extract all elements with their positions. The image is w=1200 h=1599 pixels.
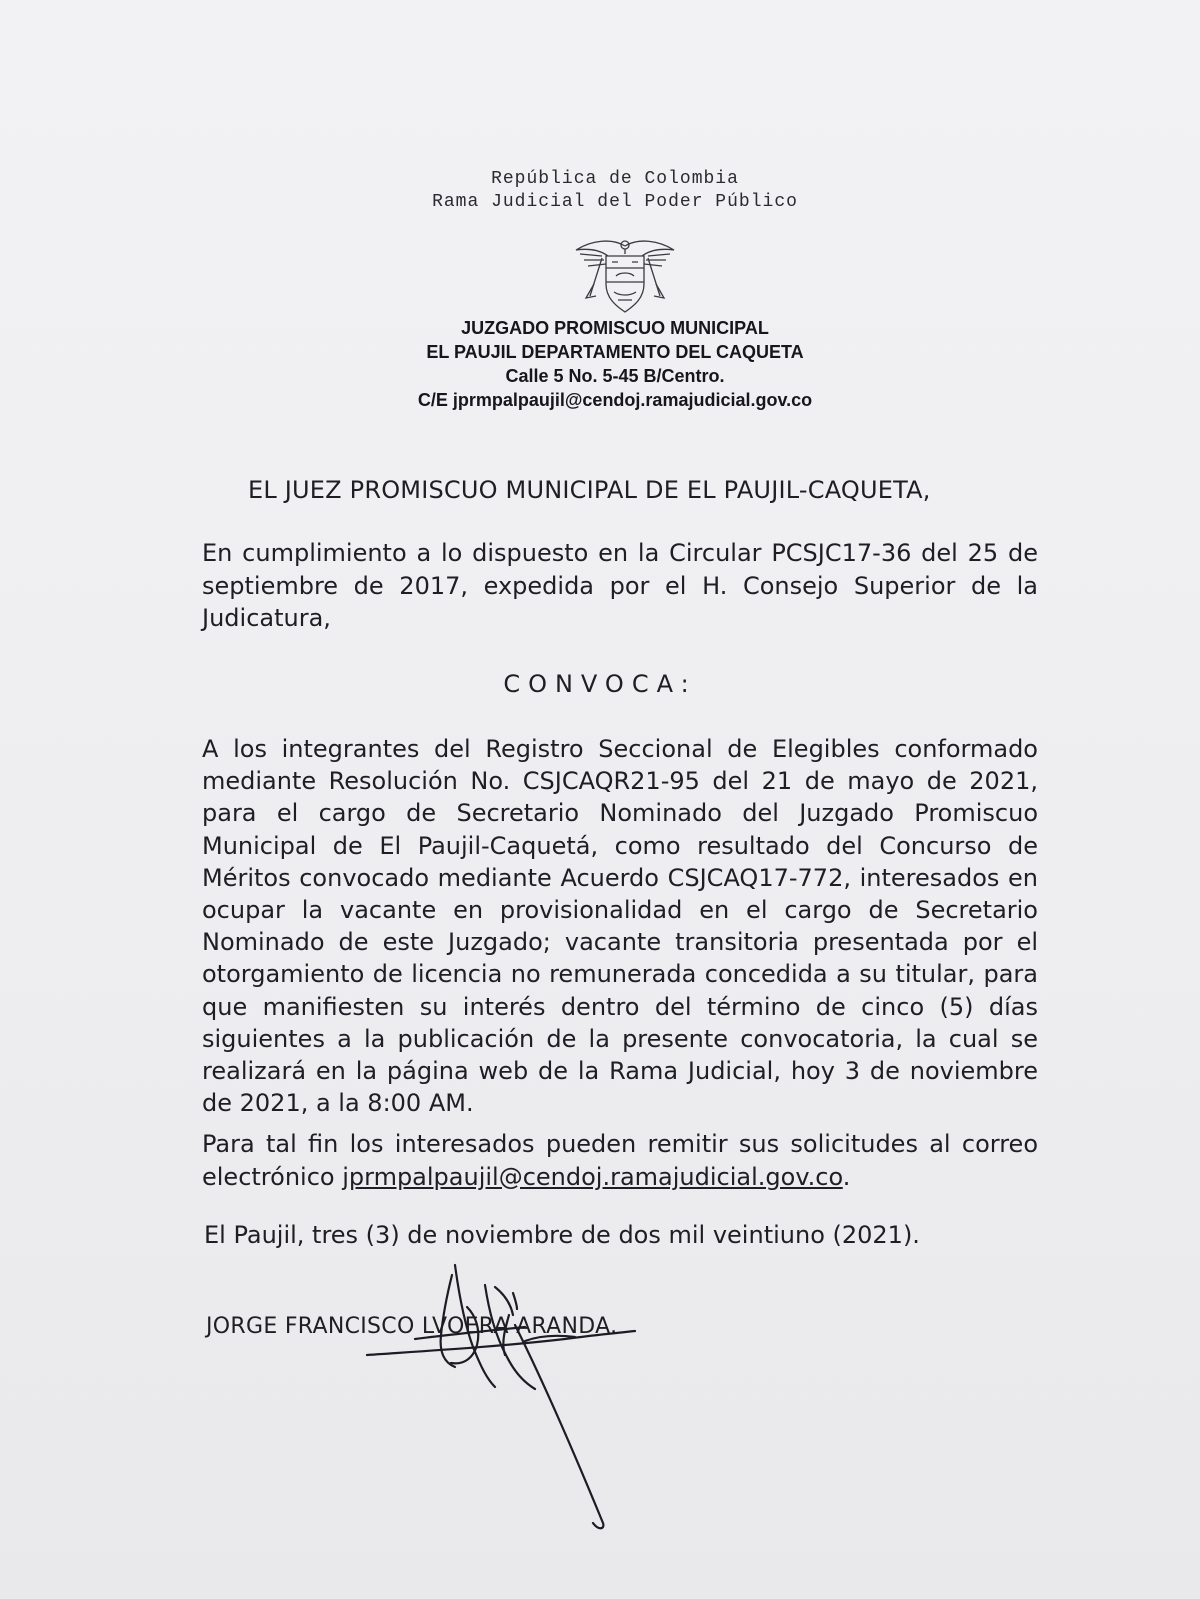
branch-heading: Rama Judicial del Poder Público: [432, 192, 798, 212]
contact-paragraph: [202, 1128, 1038, 1193]
court-name: JUZGADO PROMISCUO MUNICIPAL: [461, 318, 769, 338]
intro-paragraph: En cumplimiento a lo dispuesto en la Circular PCSJC17-36 del 25 de septiembre de 2017, expedida por el H. Consejo Superior de la Judicatura,: [202, 539, 1038, 632]
judge-title: EL JUEZ PROMISCUO MUNICIPAL DE EL PAUJIL-CAQUETA,: [248, 476, 931, 504]
contact-email-link[interactable]: jprmpalpaujil@cendoj.ramajudicial.gov.co: [342, 1162, 843, 1191]
colombia-coat-of-arms-icon: [572, 236, 678, 316]
contact-suffix: .: [842, 1162, 851, 1191]
convoca-heading: CONVOCA:: [503, 670, 697, 698]
signer-name: JORGE FRANCISCO LVOERA ARANDA.: [206, 1314, 618, 1339]
court-address: Calle 5 No. 5-45 B/Centro.: [505, 366, 725, 386]
body-paragraph: A los integrantes del Registro Seccional de Elegibles conformado mediante Resolución No. CSJCAQR21-95 del 21 de mayo de 2021, para el cargo de Secretario Nominado del Juzgado Promiscuo Municipal de El Paujil-Caquetá, como resultado del Concurso de Méritos convocado mediante Acuerdo CSJCAQ17-772, interesados en ocupar la vacante en provisionalidad en el cargo de Secretario Nominado de este Juzgado; vacante transitoria presentada por el otorgamiento de licencia no remunerada concedida a su titular, para que manifiesten su interés dentro del término de cinco (5) días siguientes a la publicación de la presente convocatoria, la cual se realizará en la página web de la Rama Judicial, hoy 3 de noviembre de 2021, a la 8:00 AM.: [202, 735, 1038, 1118]
country-heading: República de Colombia: [491, 169, 739, 189]
date-line: El Paujil, tres (3) de noviembre de dos mil veintiuno (2021).: [204, 1221, 920, 1249]
handwritten-signature: [355, 1255, 685, 1545]
contact-prefix: Para tal fin los interesados pueden remitir sus solicitudes al correo electrónico: [202, 1130, 1038, 1191]
court-location: EL PAUJIL DEPARTAMENTO DEL CAQUETA: [426, 342, 804, 362]
court-email: C/E jprmpalpaujil@cendoj.ramajudicial.gov.co: [417, 390, 813, 410]
